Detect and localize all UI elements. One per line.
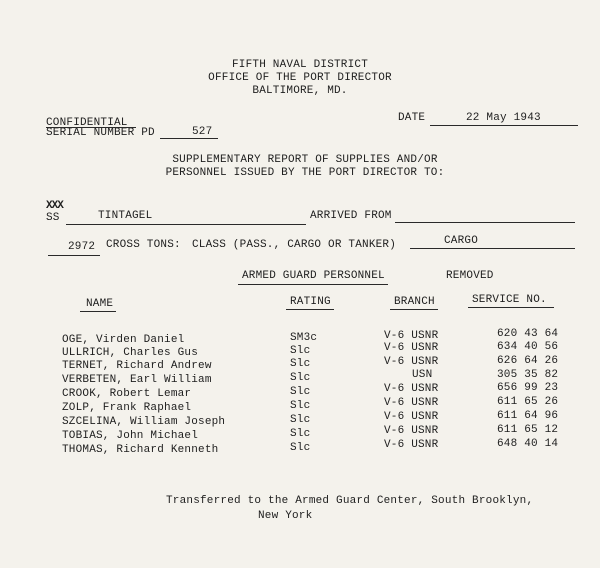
header-branch: BRANCH xyxy=(394,296,435,308)
row-rating: Slc xyxy=(290,400,311,412)
row-name: TOBIAS, John Michael xyxy=(62,430,199,442)
serial-label: SERIAL NUMBER PD xyxy=(46,127,155,139)
footer-line1: Transferred to the Armed Guard Center, South Brooklyn, xyxy=(166,495,534,507)
row-branch: V-6 USNR xyxy=(384,356,439,368)
classification-underline xyxy=(46,127,136,128)
row-service-no: 611 64 96 xyxy=(497,410,559,422)
strike-mark: XXX xyxy=(46,200,63,212)
row-service-no: 305 35 82 xyxy=(497,369,559,381)
row-rating: Slc xyxy=(290,442,311,454)
serial-value: 527 xyxy=(192,126,213,138)
header-city: BALTIMORE, MD. xyxy=(252,85,348,97)
row-branch: V-6 USNR xyxy=(384,439,439,451)
tons-underline xyxy=(48,255,100,256)
row-service-no: 656 99 23 xyxy=(497,382,559,394)
report-title-line2: PERSONNEL ISSUED BY THE PORT DIRECTOR TO: xyxy=(165,167,445,179)
vessel-name: TINTAGEL xyxy=(98,210,153,222)
date-label: DATE xyxy=(398,112,426,124)
report-title-line1: SUPPLEMENTARY REPORT OF SUPPLIES AND/OR xyxy=(172,154,438,166)
header-service-underline xyxy=(468,307,554,308)
row-service-no: 648 40 14 xyxy=(497,438,559,450)
arrived-label: ARRIVED FROM xyxy=(310,210,392,222)
date-value: 22 May 1943 xyxy=(466,112,541,124)
row-branch: V-6 USNR xyxy=(384,397,439,409)
row-name: ULLRICH, Charles Gus xyxy=(62,347,199,359)
header-district: FIFTH NAVAL DISTRICT xyxy=(231,59,369,71)
vessel-underline xyxy=(66,224,306,225)
header-branch-underline xyxy=(390,309,438,310)
row-name: SZCELINA, William Joseph xyxy=(62,416,226,428)
class-label: CLASS (PASS., CARGO OR TANKER) xyxy=(192,239,397,251)
header-rating-underline xyxy=(286,309,334,310)
row-service-no: 611 65 12 xyxy=(497,424,559,436)
date-underline xyxy=(430,125,578,126)
row-service-no: 634 40 56 xyxy=(497,341,559,353)
row-branch: V-6 USNR xyxy=(384,425,439,437)
row-rating: Slc xyxy=(290,358,311,370)
section-status: REMOVED xyxy=(446,270,494,282)
row-branch: V-6 USNR xyxy=(384,330,439,342)
serial-underline xyxy=(160,138,218,139)
row-name: TERNET, Richard Andrew xyxy=(62,360,212,372)
row-name: VERBETEN, Earl William xyxy=(62,374,212,386)
header-service-no: SERVICE NO. xyxy=(472,294,547,306)
row-branch: USN xyxy=(412,369,433,381)
row-rating: Slc xyxy=(290,372,311,384)
class-underline xyxy=(410,248,575,249)
row-name: ZOLP, Frank Raphael xyxy=(62,402,192,414)
gross-tons-value: 2972 xyxy=(68,241,96,253)
row-rating: Slc xyxy=(290,414,311,426)
row-rating: Slc xyxy=(290,428,311,440)
row-rating: Slc xyxy=(290,345,311,357)
row-service-no: 611 65 26 xyxy=(497,396,559,408)
classification: CONFIDENTIAL xyxy=(46,117,128,129)
row-service-no: 626 64 26 xyxy=(497,355,559,367)
row-service-no: 620 43 64 xyxy=(497,328,559,340)
arrived-underline xyxy=(395,222,575,223)
section-title: ARMED GUARD PERSONNEL xyxy=(242,270,385,282)
header-office: OFFICE OF THE PORT DIRECTOR xyxy=(208,72,392,84)
class-value: CARGO xyxy=(444,235,479,247)
row-name: THOMAS, Richard Kenneth xyxy=(62,444,219,456)
row-rating: SM3c xyxy=(290,332,318,344)
header-rating: RATING xyxy=(290,296,331,308)
row-branch: V-6 USNR xyxy=(384,383,439,395)
vessel-prefix: SS xyxy=(46,212,60,224)
row-rating: Slc xyxy=(290,386,311,398)
row-branch: V-6 USNR xyxy=(384,342,439,354)
gross-tons-label: CROSS TONS: xyxy=(106,239,181,251)
header-name: NAME xyxy=(86,298,114,310)
section-title-underline xyxy=(238,284,388,285)
header-name-underline xyxy=(80,311,116,312)
footer-line2: New York xyxy=(258,510,313,522)
row-name: OGE, Virden Daniel xyxy=(62,334,185,346)
row-branch: V-6 USNR xyxy=(384,411,439,423)
row-name: CROOK, Robert Lemar xyxy=(62,388,192,400)
